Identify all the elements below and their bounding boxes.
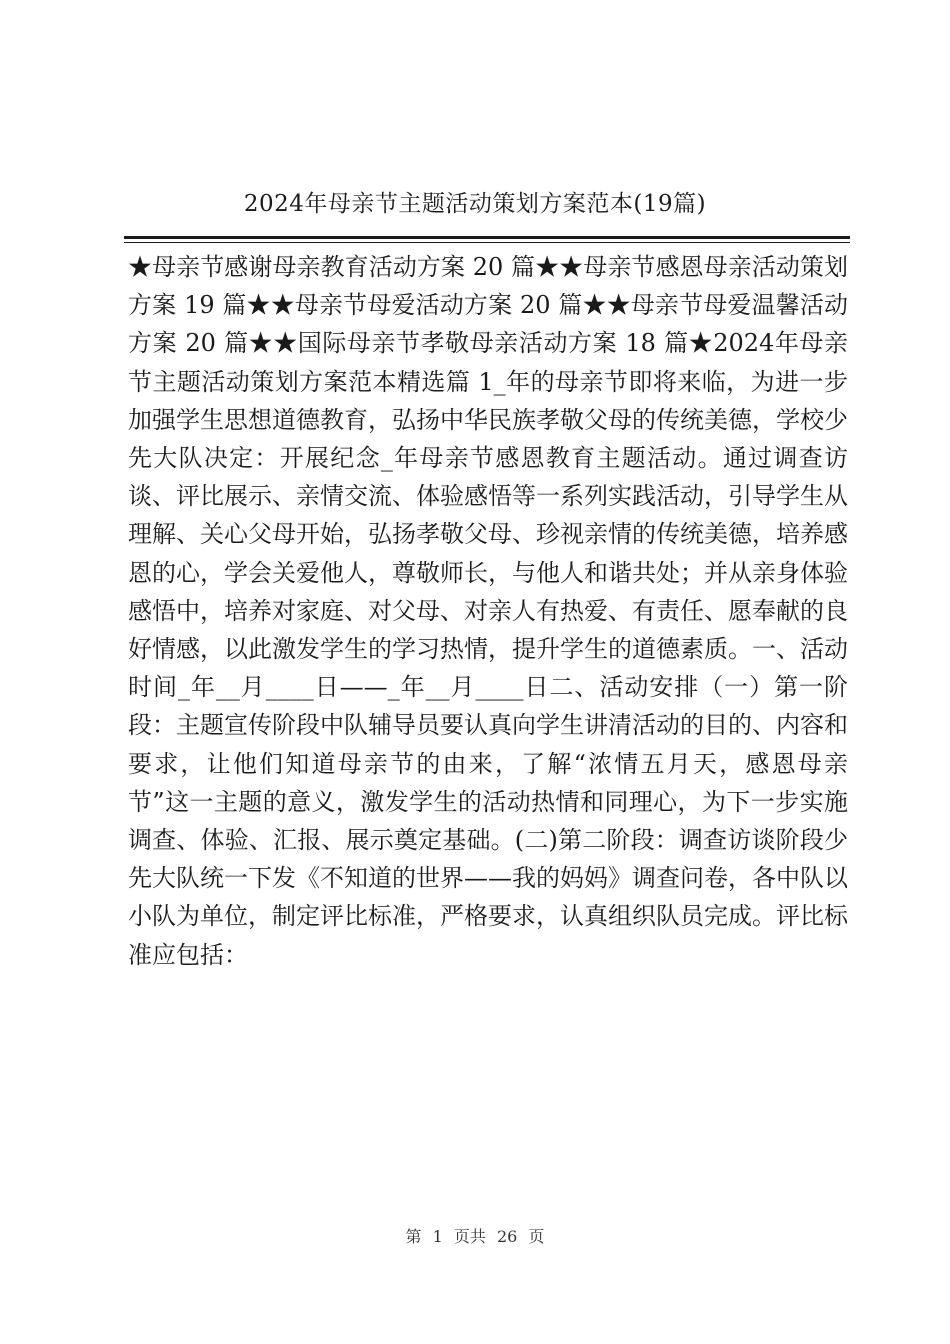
document-title: 2024年母亲节主题活动策划方案范本(19篇) [243,191,707,217]
document-body: ★母亲节感谢母亲教育活动方案 20 篇★★母亲节感恩母亲活动策划方案 19 篇★★母亲节母爱活动方案 20 篇★★母亲节母爱温馨活动方案 20 篇★★国际母亲节孝敬母亲活动方案 18 篇★2024年母亲节主题活动策划方案范本精选篇 1_年的母亲节即将来临，为进一步加强学生思想道德教育，弘扬中华民族孝敬父母的传统美德，学校少先大队决定：开展纪念_年母亲节感恩教育主题活动。通过调查访谈、评比展示、亲情交流、体验感悟等一系列实践活动，引导学生从理解、关心父母开始，弘扬孝敬父母、珍视亲情的传统美德，培养感恩的心，学会关爱他人，尊敬师长，与他人和谐共处；并从亲身体验感悟中，培养对家庭、对父母、对亲人有热爱、有责任、愿奉献的良好情感，以此激发学生的学习热情，提升学生的道德素质。一、活动时间_年__月____日——_年__月____日二、活动安排（一）第一阶段：主题宣传阶段中队辅导员要认真向学生讲清活动的目的、内容和要求，让他们知道母亲节的由来，了解“浓情五月天，感恩母亲节”这一主题的意义，激发学生的活动热情和同理心，为下一步实施调查、体验、汇报、展示奠定基础。(二)第二阶段：调查访谈阶段少先大队统一下发《不知道的世界——我的妈妈》调查问卷，各中队以小队为单位，制定评比标准，严格要求，认真组织队员完成。评比标准应包括： [128,253,848,969]
title-divider-thin [124,242,850,243]
title-divider-thick [124,236,850,239]
page-footer: 第 1 页共 26 页 [405,1227,545,1246]
